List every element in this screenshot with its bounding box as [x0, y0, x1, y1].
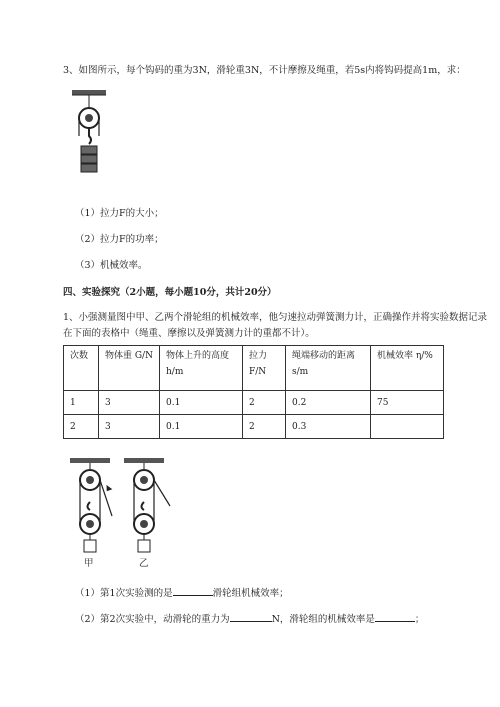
table-cell: 3 — [99, 415, 160, 439]
q1-sub1-suffix: 滑轮组机械效率； — [212, 588, 289, 599]
data-table — [63, 345, 444, 439]
q3-text: 3、如图所示，每个钩码的重为3N，滑轮重3N，不计摩擦及绳重，若5s内将钩码提高1m，求： — [63, 65, 466, 76]
q1-sub2-suffix: ； — [414, 614, 425, 625]
pulley-system-jia — [68, 456, 123, 566]
answer-blank-1[interactable] — [173, 585, 213, 596]
section-heading: 四、实验探究（2小题，每小题10分，共计20分） — [63, 287, 277, 298]
fig-label-jia: 甲 — [84, 558, 94, 569]
table-cell: 0.1 — [160, 415, 243, 439]
table-header: 物体上升的高度 h/m — [160, 346, 243, 391]
table-cell: 0.1 — [160, 391, 243, 415]
table-cell: 0.2 — [286, 391, 371, 415]
pulley-system-yi — [122, 456, 177, 566]
q1-sub2-prefix: （2）第2次实验中，动滑轮的重力为 — [75, 614, 230, 625]
q3-sub2: （2）拉力F的功率； — [75, 234, 164, 245]
answer-blank-3[interactable] — [375, 611, 415, 622]
table-cell: 1 — [64, 391, 99, 415]
table-row — [64, 415, 444, 439]
single-pulley-figure — [70, 88, 110, 188]
table-header: 机械效率 η/% — [371, 346, 444, 391]
answer-blank-2[interactable] — [230, 611, 272, 622]
table-header: 次数 — [64, 346, 99, 391]
q1-sub1 — [75, 585, 289, 600]
q1-sub2-middle: N，滑轮组的机械效率是 — [271, 614, 375, 625]
table-cell: 3 — [99, 391, 160, 415]
table-row — [64, 391, 444, 415]
table-cell: 2 — [64, 415, 99, 439]
table-cell — [371, 415, 444, 439]
q1-line2: 在下面的表格中（绳重、摩擦以及弹簧测力计的重都不计）。 — [63, 328, 315, 339]
q1-line1: 1、小强测量图中甲、乙两个滑轮组的机械效率，他匀速拉动弹簧测力计，正确操作并将实验数据记录 — [63, 312, 488, 323]
table-cell: 0.3 — [286, 415, 371, 439]
q3-sub1: （1）拉力F的大小； — [75, 208, 164, 219]
table-cell: 2 — [243, 415, 286, 439]
table-header: 绳端移动的距离 s/m — [286, 346, 371, 391]
q1-sub2 — [75, 611, 424, 626]
table-header: 物体重 G/N — [99, 346, 160, 391]
table-cell: 2 — [243, 391, 286, 415]
q1-sub1-prefix: （1）第1次实验测的是 — [75, 588, 173, 599]
fig-label-yi: 乙 — [139, 558, 149, 569]
table-header-row — [64, 346, 444, 391]
table-header: 拉力 F/N — [243, 346, 286, 391]
q3-sub3: （3）机械效率。 — [75, 260, 148, 271]
table-cell: 75 — [371, 391, 444, 415]
